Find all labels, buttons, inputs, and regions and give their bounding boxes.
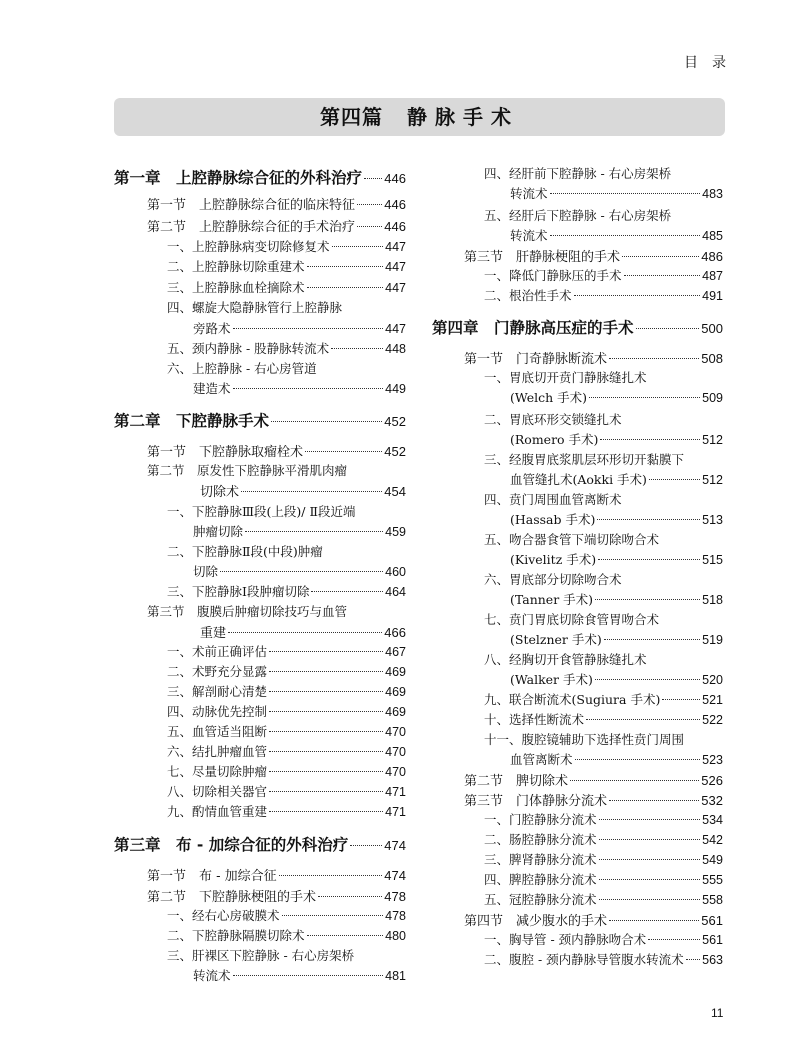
toc-page-number: 487 <box>702 269 723 283</box>
toc-line: 四、贲门周围血管离断术 <box>484 492 622 507</box>
toc-entry-title: 八、切除相关器官 <box>167 784 268 799</box>
toc-chapter[interactable] <box>114 833 406 855</box>
toc-page-number: 470 <box>385 745 406 759</box>
toc-entry-title: (Tanner 手术) <box>510 592 594 607</box>
toc-chapter[interactable] <box>114 166 406 188</box>
toc-page-number: 522 <box>702 713 723 727</box>
dot-leader <box>609 920 699 921</box>
toc-line: 五、吻合器食管下端切除吻合术 <box>484 532 660 547</box>
toc-entry-title: (Romero 手术) <box>510 432 599 447</box>
toc-entry-title: 三、下腔静脉Ⅰ段肿瘤切除 <box>167 584 310 599</box>
dot-leader <box>318 896 382 897</box>
toc-entry-title: 第三节 肝静脉梗阻的手术 <box>464 250 621 265</box>
toc-entry-title: 第二节 上腔静脉综合征的手术治疗 <box>147 220 356 235</box>
toc-item[interactable] <box>510 430 723 448</box>
toc-page-number: 464 <box>385 585 406 599</box>
toc-item[interactable] <box>484 710 723 728</box>
toc-item[interactable] <box>510 510 723 528</box>
toc-page-number: 549 <box>702 853 723 867</box>
dot-leader <box>574 295 701 296</box>
toc-page-number: 491 <box>702 289 723 303</box>
dot-leader <box>598 559 700 560</box>
dot-leader <box>279 875 383 876</box>
toc-item[interactable] <box>510 590 723 608</box>
toc-entry-title: (Kivelitz 手术) <box>510 552 597 567</box>
toc-entry-title: 第二节 脾切除术 <box>464 774 569 789</box>
dot-leader <box>586 719 700 720</box>
toc-entry-title: 第三章 布 - 加综合征的外科治疗 <box>114 836 349 854</box>
dot-leader <box>648 939 700 940</box>
toc-line: 一、下腔静脉Ⅲ段(上段)/ Ⅱ段近端 <box>167 504 356 519</box>
dot-leader <box>599 819 701 820</box>
toc-page-number: 563 <box>702 953 723 967</box>
dot-leader <box>220 571 383 572</box>
toc-line: 第二节 原发性下腔静脉平滑肌肉瘤 <box>147 463 348 478</box>
toc-item[interactable] <box>167 722 406 740</box>
toc-entry-title: 三、上腔静脉血栓摘除术 <box>167 280 305 295</box>
toc-page-number: 471 <box>385 805 406 819</box>
toc-entry-title: 第二节 下腔静脉梗阻的手术 <box>147 890 317 905</box>
toc-chapter[interactable] <box>114 409 406 431</box>
toc-item[interactable] <box>193 379 406 397</box>
toc-entry-title: 十、选择性断流术 <box>484 712 585 727</box>
toc-item[interactable] <box>510 388 723 406</box>
toc-entry-title: 四、动脉优先控制 <box>167 704 268 719</box>
toc-page-number: 521 <box>702 693 723 707</box>
toc-entry-title: (Stelzner 手术) <box>510 632 602 647</box>
toc-item[interactable] <box>484 950 723 968</box>
toc-page-number: 448 <box>385 342 406 356</box>
dot-leader <box>269 651 383 652</box>
toc-entry-title: 转流术 <box>193 968 231 983</box>
toc-entry-title: 七、尽量切除肿瘤 <box>167 764 268 779</box>
toc-line: 二、下腔静脉Ⅱ段(中段)肿瘤 <box>167 544 323 559</box>
toc-item[interactable] <box>510 184 723 202</box>
toc-page-number: 474 <box>384 868 406 883</box>
toc-page-number: 449 <box>385 382 406 396</box>
dot-leader <box>589 397 700 398</box>
toc-page-number: 471 <box>385 785 406 799</box>
toc-page-number: 534 <box>702 813 723 827</box>
toc-item[interactable] <box>167 926 406 944</box>
toc-entry-title: 六、结扎肿瘤血管 <box>167 744 268 759</box>
toc-item[interactable] <box>510 470 723 488</box>
toc-page-number: 467 <box>385 645 406 659</box>
toc-section[interactable] <box>464 246 723 265</box>
toc-item[interactable] <box>167 782 406 800</box>
toc-item[interactable] <box>167 278 406 296</box>
toc-page-number: 469 <box>385 705 406 719</box>
toc-line: 五、经肝后下腔静脉 - 右心房架桥 <box>484 208 672 223</box>
toc-entry-title: 九、酌情血管重建 <box>167 804 268 819</box>
toc-page-number: 500 <box>701 321 723 336</box>
toc-section[interactable] <box>464 790 723 809</box>
toc-entry-title: 第一节 上腔静脉综合征的临床特征 <box>147 198 356 213</box>
toc-entry-title: 一、术前正确评估 <box>167 644 268 659</box>
toc-entry-title: 二、上腔静脉切除重建术 <box>167 259 305 274</box>
toc-entry-title: 转流术 <box>510 228 548 243</box>
toc-entry-title: 一、门腔静脉分流术 <box>484 812 597 827</box>
toc-page-number: 509 <box>702 391 723 405</box>
toc-page-number: 447 <box>385 260 406 274</box>
toc-page-number: 512 <box>702 473 723 487</box>
dot-leader <box>609 358 699 359</box>
toc-entry-title: 第一节 门奇静脉断流术 <box>464 352 608 367</box>
toc-page-number: 454 <box>384 484 406 499</box>
toc-page-number: 523 <box>702 753 723 767</box>
toc-entry-title: 五、血管适当阻断 <box>167 724 268 739</box>
toc-line: 十一、腹腔镜辅助下选择性贲门周围 <box>484 732 685 747</box>
toc-entry-title: 肿瘤切除 <box>193 524 244 539</box>
toc-page-number: 532 <box>701 793 723 808</box>
page-number: 11 <box>711 1006 724 1020</box>
dot-leader <box>550 235 701 236</box>
toc-section[interactable] <box>147 216 406 235</box>
dot-leader <box>622 256 699 257</box>
toc-entry-title: 二、术野充分显露 <box>167 664 268 679</box>
toc-page-number: 446 <box>384 219 406 234</box>
toc-entry-title: 五、颈内静脉 - 股静脉转流术 <box>167 341 330 356</box>
toc-section[interactable] <box>200 622 406 641</box>
dot-leader <box>269 771 383 772</box>
toc-page-number: 470 <box>385 765 406 779</box>
toc-page-number: 460 <box>385 565 406 579</box>
toc-entry-title: 第三节 门体静脉分流术 <box>464 794 608 809</box>
toc-item[interactable] <box>484 930 723 948</box>
toc-line: 六、上腔静脉 - 右心房管道 <box>167 361 317 376</box>
toc-item[interactable] <box>167 257 406 275</box>
dot-leader <box>332 246 384 247</box>
dot-leader <box>233 328 384 329</box>
dot-leader <box>307 287 384 288</box>
toc-page-number: 555 <box>702 873 723 887</box>
dot-leader <box>636 328 700 329</box>
toc-page-number: 466 <box>384 625 406 640</box>
toc-line: 三、肝裸区下腔静脉 - 右心房架桥 <box>167 948 355 963</box>
dot-leader <box>269 711 383 712</box>
toc-item[interactable] <box>510 750 723 768</box>
toc-entry-title: 一、胸导管 - 颈内静脉吻合术 <box>484 932 647 947</box>
toc-page-number: 478 <box>385 909 406 923</box>
toc-item[interactable] <box>510 226 723 244</box>
toc-page-number: 474 <box>384 838 406 853</box>
toc-page-number: 519 <box>702 633 723 647</box>
toc-page-number: 485 <box>702 229 723 243</box>
dot-leader <box>305 451 382 452</box>
toc-entry-title: (Walker 手术) <box>510 672 593 687</box>
toc-page-number: 469 <box>385 665 406 679</box>
toc-page-number: 520 <box>702 673 723 687</box>
toc-item[interactable] <box>484 870 723 888</box>
dot-leader <box>233 388 384 389</box>
running-header: 目录 <box>684 55 740 71</box>
toc-line: 四、经肝前下腔静脉 - 右心房架桥 <box>484 166 672 181</box>
dot-leader <box>357 204 382 205</box>
toc-entry-title: 建造术 <box>193 381 231 396</box>
toc-page-number: 518 <box>702 593 723 607</box>
dot-leader <box>269 671 383 672</box>
toc-entry-title: 一、降低门静脉压的手术 <box>484 268 622 283</box>
toc-page-number: 526 <box>701 773 723 788</box>
dot-leader <box>307 935 384 936</box>
toc-item[interactable] <box>193 522 406 540</box>
toc-item[interactable] <box>484 850 723 868</box>
toc-entry-title: 切除术 <box>200 485 240 500</box>
toc-entry-title: 三、解剖耐心清楚 <box>167 684 268 699</box>
toc-entry-title: 旁路术 <box>193 321 231 336</box>
dot-leader <box>311 591 383 592</box>
toc-entry-title: 第二章 下腔静脉手术 <box>114 412 270 430</box>
toc-line: 一、胃底切开贲门静脉缝扎术 <box>484 370 647 385</box>
toc-line: 七、贲门胃底切除食管胃吻合术 <box>484 612 660 627</box>
toc-page-number: 480 <box>385 929 406 943</box>
toc-entry-title: 一、上腔静脉病变切除修复术 <box>167 239 330 254</box>
toc-entry-title: 第四章 门静脉高压症的手术 <box>432 319 634 337</box>
toc-entry-title: 第四节 减少腹水的手术 <box>464 914 608 929</box>
toc-entry-title: 二、腹腔 - 颈内静脉导管腹水转流术 <box>484 952 684 967</box>
dot-leader <box>595 599 700 600</box>
toc-line: 八、经胸切开食管静脉缝扎术 <box>484 652 647 667</box>
toc-entry-title: 四、脾腔静脉分流术 <box>484 872 597 887</box>
toc-page-number: 470 <box>385 725 406 739</box>
dot-leader <box>245 531 383 532</box>
toc-entry-title: 转流术 <box>510 186 548 201</box>
toc-page-number: 561 <box>701 913 723 928</box>
dot-leader <box>609 800 699 801</box>
toc-entry-title: 血管缝扎术(Aokki 手术) <box>510 472 647 487</box>
toc-item[interactable] <box>167 237 406 255</box>
toc-item[interactable] <box>167 802 406 820</box>
dot-leader <box>624 275 701 276</box>
toc-item[interactable] <box>167 582 406 600</box>
dot-leader <box>228 632 382 633</box>
toc-entry-title: 切除 <box>193 564 219 579</box>
toc-page-number: 446 <box>384 171 406 186</box>
toc-entry-title: 重建 <box>200 626 227 641</box>
toc-entry-title: 二、肠腔静脉分流术 <box>484 832 597 847</box>
toc-entry-title: 二、下腔静脉隔膜切除术 <box>167 928 305 943</box>
toc-item[interactable] <box>167 906 406 924</box>
dot-leader <box>686 959 700 960</box>
dot-leader <box>350 845 382 846</box>
toc-item[interactable] <box>484 830 723 848</box>
dot-leader <box>599 839 701 840</box>
toc-item[interactable] <box>510 630 723 648</box>
dot-leader <box>599 879 701 880</box>
toc-item[interactable] <box>484 286 723 304</box>
toc-item[interactable] <box>193 966 406 984</box>
toc-section[interactable] <box>147 441 406 460</box>
toc-page-number: 447 <box>385 281 406 295</box>
toc-item[interactable] <box>167 702 406 720</box>
dot-leader <box>282 915 384 916</box>
toc-page-number: 447 <box>385 240 406 254</box>
dot-leader <box>269 731 383 732</box>
toc-page-number: 542 <box>702 833 723 847</box>
toc-item[interactable] <box>167 662 406 680</box>
toc-entry-title: 第一章 上腔静脉综合征的外科治疗 <box>114 169 363 187</box>
toc-page-number: 515 <box>702 553 723 567</box>
dot-leader <box>599 859 701 860</box>
toc-chapter[interactable] <box>432 316 723 338</box>
dot-leader <box>575 759 701 760</box>
toc-entry-title: (Hassab 手术) <box>510 512 596 527</box>
dot-leader <box>595 679 700 680</box>
dot-leader <box>331 348 383 349</box>
toc-entry-title: 九、联合断流术(Sugiura 手术) <box>484 692 661 707</box>
toc-section[interactable] <box>464 770 723 789</box>
toc-page-number: 481 <box>385 969 406 983</box>
dot-leader <box>599 899 701 900</box>
toc-line: 三、经腹胃底浆肌层环形切开黏膜下 <box>484 452 685 467</box>
toc-page-number: 512 <box>702 433 723 447</box>
dot-leader <box>570 780 699 781</box>
toc-page-number: 469 <box>385 685 406 699</box>
toc-page-number: 483 <box>702 187 723 201</box>
toc-entry-title: 二、根治性手术 <box>484 288 572 303</box>
toc-entry-title: 五、冠腔静脉分流术 <box>484 892 597 907</box>
dot-leader <box>307 266 384 267</box>
toc-page-number: 508 <box>701 351 723 366</box>
dot-leader <box>649 479 700 480</box>
toc-section[interactable] <box>200 481 406 500</box>
toc-line: 四、螺旋大隐静脉管行上腔静脉 <box>167 300 343 315</box>
toc-item[interactable] <box>484 890 723 908</box>
toc-item[interactable] <box>167 642 406 660</box>
toc-section[interactable] <box>147 865 406 884</box>
dot-leader <box>269 751 383 752</box>
toc-page-number: 513 <box>702 513 723 527</box>
dot-leader <box>550 193 701 194</box>
toc-item[interactable] <box>484 266 723 284</box>
toc-page-number: 452 <box>384 414 406 429</box>
toc-line: 二、胃底环形交锁缝扎术 <box>484 412 622 427</box>
toc-page-number: 452 <box>384 444 406 459</box>
toc-item[interactable] <box>510 550 723 568</box>
dot-leader <box>269 811 383 812</box>
toc-section[interactable] <box>147 886 406 905</box>
dot-leader <box>241 491 382 492</box>
toc-section[interactable] <box>464 348 723 367</box>
dot-leader <box>271 421 382 422</box>
toc-page-number: 446 <box>384 197 406 212</box>
toc-page-number: 459 <box>385 525 406 539</box>
toc-item[interactable] <box>484 690 723 708</box>
toc-page-number: 558 <box>702 893 723 907</box>
toc-item[interactable] <box>510 670 723 688</box>
dot-leader <box>357 226 382 227</box>
toc-page-number: 486 <box>701 249 723 264</box>
toc-item[interactable] <box>167 682 406 700</box>
dot-leader <box>662 699 700 700</box>
part-number: 第四篇 <box>320 105 383 129</box>
dot-leader <box>364 178 382 179</box>
toc-entry-title: 第一节 下腔静脉取瘤栓术 <box>147 445 304 460</box>
dot-leader <box>269 791 383 792</box>
part-banner <box>114 98 725 136</box>
toc-entry-title: 血管离断术 <box>510 752 573 767</box>
part-title: 静脉手术 <box>407 105 519 129</box>
toc-page-number: 561 <box>702 933 723 947</box>
toc-line: 第三节 腹膜后肿瘤切除技巧与血管 <box>147 604 348 619</box>
toc-section[interactable] <box>464 910 723 929</box>
dot-leader <box>597 519 700 520</box>
dot-leader <box>600 439 700 440</box>
toc-item[interactable] <box>167 742 406 760</box>
dot-leader <box>269 691 383 692</box>
toc-entry-title: 三、脾肾静脉分流术 <box>484 852 597 867</box>
toc-page-number: 447 <box>385 322 406 336</box>
toc-item[interactable] <box>193 562 406 580</box>
dot-leader <box>604 639 700 640</box>
dot-leader <box>233 975 384 976</box>
toc-page-number: 478 <box>384 889 406 904</box>
toc-item[interactable] <box>167 339 406 357</box>
toc-section[interactable] <box>147 194 406 213</box>
toc-entry-title: (Welch 手术) <box>510 390 588 405</box>
toc-item[interactable] <box>484 810 723 828</box>
toc-item[interactable] <box>193 319 406 337</box>
toc-entry-title: 第一节 布 - 加综合征 <box>147 869 277 884</box>
toc-item[interactable] <box>167 762 406 780</box>
toc-entry-title: 一、经右心房破膜术 <box>167 908 280 923</box>
toc-line: 六、胃底部分切除吻合术 <box>484 572 622 587</box>
